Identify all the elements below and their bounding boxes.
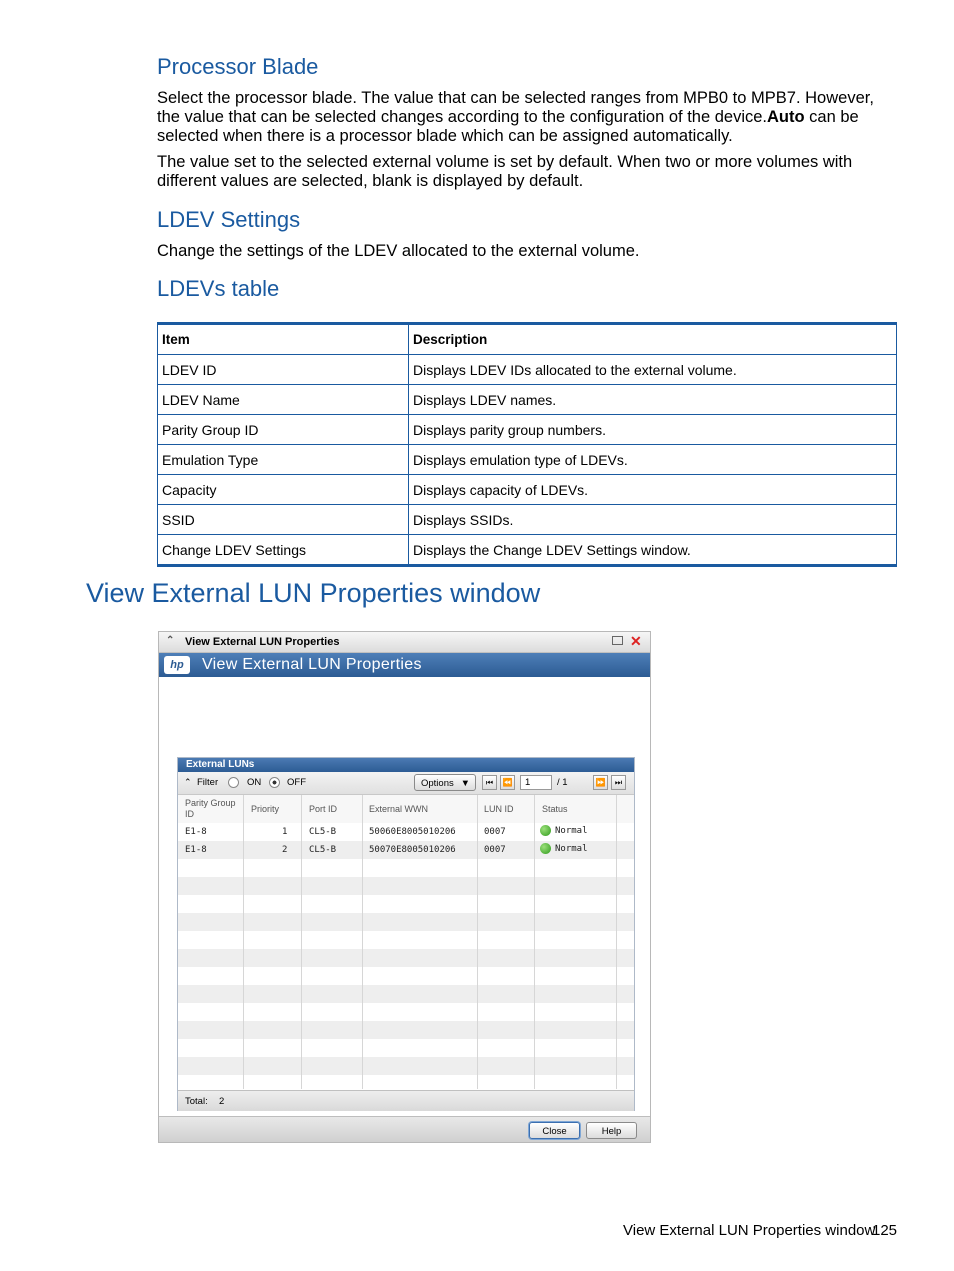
close-icon[interactable]: ✕ [630,633,642,649]
table-row[interactable] [178,823,634,841]
total-value: 2 [219,1096,225,1107]
column-header-lun-id[interactable]: LUN ID [484,804,514,814]
item-cell: Emulation Type [158,445,409,475]
table-row [158,355,897,385]
item-cell: SSID [158,505,409,535]
priority-cell: 2 [282,845,288,855]
lun-id-cell: 0007 [484,827,506,837]
filter-on-radio[interactable] [228,777,239,788]
external-wwn-cell: 50070E8005010206 [369,845,456,855]
column-divider [301,795,302,1089]
item-cell: Capacity [158,475,409,505]
table-row[interactable] [178,841,634,859]
maximize-icon[interactable] [612,636,623,645]
last-page-icon[interactable]: ⏭ [611,775,626,790]
status-ok-icon [540,843,551,854]
description-cell: Displays LDEV names. [409,385,897,415]
description-cell: Displays the Change LDEV Settings window. [409,535,897,566]
item-cell: Parity Group ID [158,415,409,445]
chevron-down-icon: ▼ [460,778,470,789]
column-divider [477,795,478,1089]
port-id-cell: CL5-B [309,845,337,855]
close-button[interactable]: Close [529,1122,580,1139]
column-divider [616,795,617,1089]
parity-group-cell: E1-8 [185,845,207,855]
total-label: Total: [185,1096,208,1107]
filter-on-label: ON [247,777,262,788]
status-cell [540,843,588,854]
filter-collapse-icon[interactable]: ⌃ [184,777,192,787]
description-cell: Displays SSIDs. [409,505,897,535]
auto-keyword: Auto [767,108,805,126]
window-titlebar [159,632,650,653]
status-ok-icon [540,825,551,836]
column-divider [243,795,244,1089]
table-row [158,505,897,535]
panel-title: External LUNs [186,759,255,770]
table-row [158,475,897,505]
window-title: View External LUN Properties [185,636,340,648]
page-number-input[interactable]: 1 [520,775,552,790]
processor-blade-paragraph-2: The value set to the selected external volume is set by default. When two or more volumes with different values are selected, blank is displayed by default. [157,153,853,190]
grid-background [178,823,634,1089]
external-luns-panel [177,757,635,1111]
table-row [158,385,897,415]
lun-id-cell: 0007 [484,845,506,855]
window-section-heading: View External LUN Properties window [86,578,541,608]
column-header-priority[interactable]: Priority [251,804,280,814]
priority-cell: 1 [282,827,288,837]
running-footer-title: View External LUN Properties window [623,1222,876,1239]
help-button[interactable]: Help [586,1122,637,1139]
view-external-lun-properties-window [158,631,651,1143]
item-cell: LDEV Name [158,385,409,415]
table-row [158,415,897,445]
dialog-button-bar [159,1116,650,1143]
ldev-settings-paragraph: Change the settings of the LDEV allocated to the external volume. [157,242,640,260]
banner-title: View External LUN Properties [202,656,422,673]
previous-page-icon[interactable]: ⏪ [500,775,515,790]
external-luns-grid [178,795,634,1089]
column-header-description: Description [409,324,897,355]
table-row [158,445,897,475]
column-divider [362,795,363,1089]
column-header-item: Item [158,324,409,355]
table-header-row [158,324,897,355]
status-text: Normal [555,826,588,836]
options-label: Options [421,778,454,789]
panel-toolbar [178,772,634,795]
status-cell [540,825,588,836]
column-header-parity-group-id[interactable]: Parity Group ID [185,798,236,819]
processor-blade-heading: Processor Blade [157,54,319,79]
grid-footer [178,1090,634,1111]
port-id-cell: CL5-B [309,827,337,837]
ldevs-table [157,322,897,567]
description-cell: Displays LDEV IDs allocated to the external volume. [409,355,897,385]
description-cell: Displays emulation type of LDEVs. [409,445,897,475]
status-text: Normal [555,844,588,854]
filter-off-label: OFF [287,777,306,788]
item-cell: Change LDEV Settings [158,535,409,566]
collapse-icon[interactable]: ⌃ [166,635,175,646]
description-cell: Displays parity group numbers. [409,415,897,445]
hp-logo-icon: hp [164,656,190,674]
column-divider [534,795,535,1089]
table-row [158,535,897,566]
column-header-port-id[interactable]: Port ID [309,804,338,814]
filter-off-radio[interactable] [269,777,280,788]
parity-group-cell: E1-8 [185,827,207,837]
item-cell: LDEV ID [158,355,409,385]
ldevs-table-heading: LDEVs table [157,276,280,301]
page-total: / 1 [557,777,568,788]
filter-label: Filter [197,777,219,788]
column-header-status[interactable]: Status [542,804,568,814]
processor-blade-paragraph-1 [157,89,897,146]
ldev-settings-heading: LDEV Settings [157,207,301,232]
grid-header [178,795,634,824]
options-dropdown[interactable] [414,774,476,791]
para-text: can be selected when there is a processor blade which can be assigned automatically. [157,108,859,145]
column-header-external-wwn[interactable]: External WWN [369,804,429,814]
next-page-icon[interactable]: ⏩ [593,775,608,790]
para-text: Select the processor blade. The value that can be selected ranges from MPB0 to MPB7. However, the value that can be selected changes according to the configuration of the device. [157,89,874,126]
external-wwn-cell: 50060E8005010206 [369,827,456,837]
first-page-icon[interactable]: ⏮ [482,775,497,790]
panel-header [178,758,634,772]
description-cell: Displays capacity of LDEVs. [409,475,897,505]
window-banner [159,653,650,677]
page-number: 125 [872,1222,898,1239]
